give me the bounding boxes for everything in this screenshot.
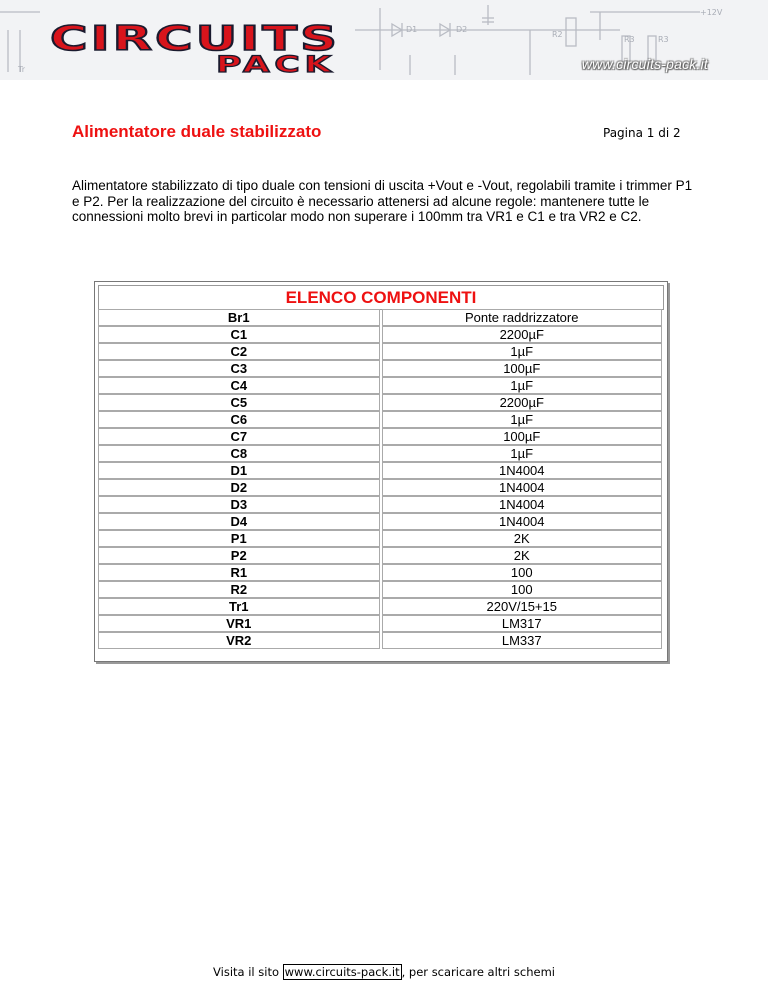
component-ref-cell: C1 bbox=[98, 326, 380, 343]
table-row bbox=[98, 394, 664, 411]
component-ref-cell: Tr1 bbox=[98, 598, 380, 615]
footer-suffix: , per scaricare altri schemi bbox=[401, 965, 555, 979]
schematic-label: R3 bbox=[658, 35, 669, 44]
logo-wordmark-bottom: PACK bbox=[216, 53, 336, 78]
component-value-cell: 1N4004 bbox=[382, 513, 663, 530]
logo-wordmark-top: CIRCUITS bbox=[50, 19, 340, 59]
components-table-body bbox=[98, 309, 664, 649]
page-footer bbox=[0, 965, 768, 979]
component-ref-cell: R2 bbox=[98, 581, 380, 598]
schematic-label: +12V bbox=[700, 8, 723, 17]
schematic-label: R3 bbox=[624, 35, 635, 44]
component-ref-cell: VR2 bbox=[98, 632, 380, 649]
component-value-cell: 1µF bbox=[382, 377, 663, 394]
description-paragraph: Alimentatore stabilizzato di tipo duale con tensioni di uscita +Vout e -Vout, regolabili tramite i trimmer P1 e P2. Per la realizzazione del circuito è necessario attenersi ad alcune regole: mantenere tutte le connessioni molto brevi in particolar modo non superare i 100mm tra VR1 e C1 e tra VR2 e C2. bbox=[72, 178, 693, 224]
component-value-cell: 1N4004 bbox=[382, 462, 663, 479]
page-number: Pagina 1 di 2 bbox=[603, 126, 681, 140]
component-ref-cell: P2 bbox=[98, 547, 380, 564]
table-row bbox=[98, 411, 664, 428]
component-ref-cell: VR1 bbox=[98, 615, 380, 632]
footer-site-link[interactable]: www.circuits-pack.it bbox=[284, 965, 400, 979]
component-ref-cell: C7 bbox=[98, 428, 380, 445]
component-value-cell: Ponte raddrizzatore bbox=[382, 309, 663, 326]
component-value-cell: LM337 bbox=[382, 632, 663, 649]
components-table bbox=[94, 281, 668, 662]
component-ref-cell: C2 bbox=[98, 343, 380, 360]
component-ref-cell: C4 bbox=[98, 377, 380, 394]
component-ref-cell: Br1 bbox=[98, 309, 380, 326]
circuits-pack-logo bbox=[48, 18, 348, 78]
table-row bbox=[98, 581, 664, 598]
components-heading: ELENCO COMPONENTI bbox=[285, 288, 477, 307]
component-value-cell: 1N4004 bbox=[382, 479, 663, 496]
header-banner bbox=[0, 0, 768, 80]
table-row bbox=[98, 445, 664, 462]
component-ref-cell: P1 bbox=[98, 530, 380, 547]
component-ref-cell: D4 bbox=[98, 513, 380, 530]
table-row bbox=[98, 496, 664, 513]
component-value-cell: 1µF bbox=[382, 343, 663, 360]
component-ref-cell: D2 bbox=[98, 479, 380, 496]
component-ref-cell: C6 bbox=[98, 411, 380, 428]
table-row bbox=[98, 309, 664, 326]
component-value-cell: LM317 bbox=[382, 615, 663, 632]
component-ref-cell: R1 bbox=[98, 564, 380, 581]
table-row bbox=[98, 564, 664, 581]
document-title: Alimentatore duale stabilizzato bbox=[72, 122, 322, 141]
schematic-label: D2 bbox=[456, 25, 468, 34]
table-row bbox=[98, 530, 664, 547]
component-ref-cell: C5 bbox=[98, 394, 380, 411]
table-row bbox=[98, 377, 664, 394]
component-value-cell: 220V/15+15 bbox=[382, 598, 663, 615]
components-table-header bbox=[98, 285, 664, 310]
component-value-cell: 100 bbox=[382, 581, 663, 598]
footer-prefix: Visita il sito bbox=[213, 965, 283, 979]
table-row bbox=[98, 462, 664, 479]
site-url-banner[interactable]: www.circuits-pack.it bbox=[581, 56, 708, 72]
schematic-label: Tr bbox=[18, 65, 25, 74]
component-value-cell: 2K bbox=[382, 547, 663, 564]
table-row bbox=[98, 326, 664, 343]
component-value-cell: 1N4004 bbox=[382, 496, 663, 513]
schematic-label: R2 bbox=[552, 30, 563, 39]
component-ref-cell: D1 bbox=[98, 462, 380, 479]
component-value-cell: 100 bbox=[382, 564, 663, 581]
table-row bbox=[98, 428, 664, 445]
table-row bbox=[98, 479, 664, 496]
component-value-cell: 1µF bbox=[382, 445, 663, 462]
table-row bbox=[98, 598, 664, 615]
component-value-cell: 2200µF bbox=[382, 326, 663, 343]
table-row bbox=[98, 360, 664, 377]
component-value-cell: 100µF bbox=[382, 360, 663, 377]
table-row bbox=[98, 632, 664, 649]
schematic-label: D1 bbox=[406, 25, 418, 34]
table-row bbox=[98, 343, 664, 360]
component-value-cell: 2200µF bbox=[382, 394, 663, 411]
component-value-cell: 2K bbox=[382, 530, 663, 547]
component-value-cell: 100µF bbox=[382, 428, 663, 445]
table-row bbox=[98, 513, 664, 530]
table-row bbox=[98, 547, 664, 564]
table-row bbox=[98, 615, 664, 632]
component-ref-cell: C3 bbox=[98, 360, 380, 377]
component-ref-cell: D3 bbox=[98, 496, 380, 513]
component-value-cell: 1µF bbox=[382, 411, 663, 428]
component-ref-cell: C8 bbox=[98, 445, 380, 462]
